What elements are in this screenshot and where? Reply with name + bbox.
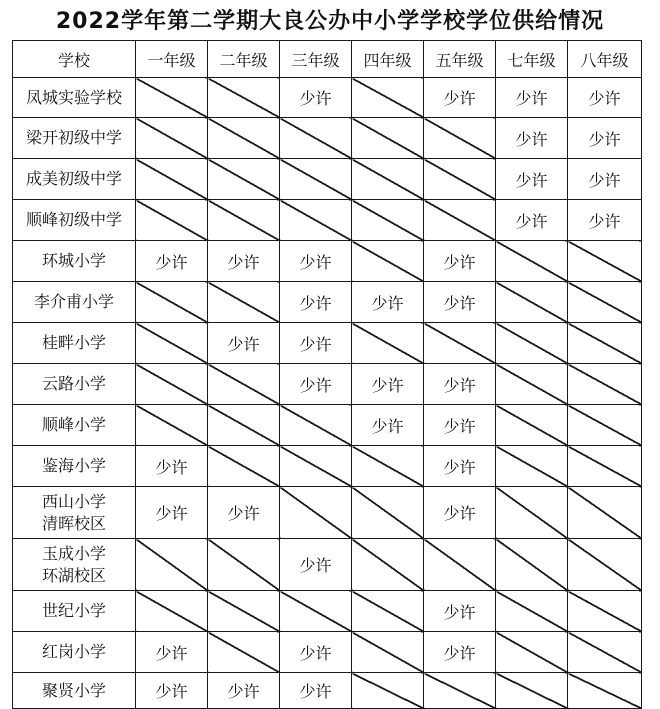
no-supply-cell — [280, 159, 352, 200]
school-name-line: 凤城实验学校 — [25, 87, 122, 107]
supply-cell: 少许 — [424, 364, 496, 405]
supply-cell: 少许 — [568, 78, 642, 118]
school-name-line: 桂畔小学 — [41, 333, 106, 352]
school-name-cell — [13, 673, 136, 709]
no-supply-cell — [496, 241, 568, 282]
header-grade-3: 三年级 — [280, 41, 352, 78]
no-supply-cell — [424, 159, 496, 200]
school-name-line: 云路小学 — [41, 374, 106, 393]
no-supply-cell — [496, 487, 568, 539]
supply-cell: 少许 — [208, 323, 280, 364]
no-supply-cell — [496, 539, 568, 591]
no-supply-cell — [280, 446, 352, 487]
school-name-line: 红岗小学 — [41, 642, 106, 661]
supply-cell: 少许 — [496, 159, 568, 200]
table-body — [13, 78, 642, 709]
supply-cell: 少许 — [424, 405, 496, 446]
no-supply-cell — [208, 282, 280, 323]
supply-cell: 少许 — [208, 241, 280, 282]
no-supply-cell — [208, 159, 280, 200]
supply-cell: 少许 — [424, 241, 496, 282]
supply-cell: 少许 — [280, 241, 352, 282]
school-name-line: 聚贤小学 — [41, 680, 106, 700]
supply-table — [12, 40, 642, 709]
no-supply-cell — [208, 632, 280, 673]
school-name-line: 梁开初级中学 — [25, 128, 122, 147]
school-name-line: 顺峰小学 — [41, 415, 106, 434]
no-supply-cell — [208, 446, 280, 487]
supply-cell: 少许 — [352, 282, 424, 323]
supply-cell: 少许 — [136, 632, 208, 673]
no-supply-cell — [352, 118, 424, 159]
no-supply-cell — [568, 405, 642, 446]
table-row — [13, 200, 642, 241]
no-supply-cell — [424, 118, 496, 159]
no-supply-cell — [424, 323, 496, 364]
school-name-cell — [13, 487, 136, 539]
no-supply-cell — [352, 159, 424, 200]
supply-cell: 少许 — [136, 446, 208, 487]
no-supply-cell — [352, 446, 424, 487]
table-row — [13, 364, 642, 405]
no-supply-cell — [136, 323, 208, 364]
header-grade-1: 一年级 — [136, 41, 208, 78]
document-title: 2022学年第二学期大良公办中小学学校学位供给情况 — [55, 9, 605, 34]
no-supply-cell — [352, 78, 424, 118]
school-name-cell — [13, 591, 136, 632]
supply-cell: 少许 — [280, 673, 352, 709]
no-supply-cell — [568, 632, 642, 673]
header-grade-7: 七年级 — [496, 41, 568, 78]
no-supply-cell — [280, 118, 352, 159]
supply-cell: 少许 — [280, 282, 352, 323]
no-supply-cell — [352, 323, 424, 364]
no-supply-cell — [352, 632, 424, 673]
table-row — [13, 282, 642, 323]
no-supply-cell — [280, 487, 352, 539]
no-supply-cell — [136, 118, 208, 159]
supply-cell: 少许 — [136, 487, 208, 539]
school-name-cell — [13, 159, 136, 200]
no-supply-cell — [136, 364, 208, 405]
supply-cell: 少许 — [496, 118, 568, 159]
supply-cell: 少许 — [352, 405, 424, 446]
school-name-line: 西山小学 — [41, 491, 106, 511]
header-grade-5: 五年级 — [424, 41, 496, 78]
table-row — [13, 118, 642, 159]
no-supply-cell — [496, 405, 568, 446]
no-supply-cell — [208, 78, 280, 118]
table-row — [13, 591, 642, 632]
no-supply-cell — [568, 591, 642, 632]
no-supply-cell — [136, 200, 208, 241]
supply-cell: 少许 — [208, 487, 280, 539]
no-supply-cell — [496, 591, 568, 632]
no-supply-cell — [352, 487, 424, 539]
school-name-line: 成美初级中学 — [25, 169, 122, 188]
no-supply-cell — [568, 446, 642, 487]
table-row — [13, 673, 642, 709]
no-supply-cell — [208, 591, 280, 632]
no-supply-cell — [496, 446, 568, 487]
school-name-cell — [13, 632, 136, 673]
header-grade-8: 八年级 — [568, 41, 642, 78]
table-row — [13, 632, 642, 673]
table-row — [13, 405, 642, 446]
no-supply-cell — [136, 159, 208, 200]
no-supply-cell — [208, 118, 280, 159]
no-supply-cell — [352, 200, 424, 241]
school-name-line: 顺峰初级中学 — [25, 210, 122, 229]
supply-cell: 少许 — [280, 78, 352, 118]
table-row — [13, 446, 642, 487]
supply-cell: 少许 — [280, 323, 352, 364]
header-grade-4: 四年级 — [352, 41, 424, 78]
school-name-line: 清晖校区 — [41, 513, 106, 533]
school-name-cell — [13, 282, 136, 323]
supply-cell: 少许 — [280, 364, 352, 405]
school-name-line: 李介甫小学 — [33, 292, 114, 311]
no-supply-cell — [208, 405, 280, 446]
supply-cell: 少许 — [280, 632, 352, 673]
no-supply-cell — [136, 405, 208, 446]
no-supply-cell — [352, 241, 424, 282]
no-supply-cell — [568, 323, 642, 364]
no-supply-cell — [496, 282, 568, 323]
supply-cell: 少许 — [568, 118, 642, 159]
supply-cell: 少许 — [136, 673, 208, 709]
no-supply-cell — [136, 78, 208, 118]
header-row — [13, 41, 642, 78]
supply-cell: 少许 — [496, 200, 568, 241]
school-name-cell — [13, 200, 136, 241]
school-name-cell — [13, 78, 136, 118]
supply-cell: 少许 — [424, 282, 496, 323]
no-supply-cell — [352, 539, 424, 591]
no-supply-cell — [352, 591, 424, 632]
table-row — [13, 539, 642, 591]
school-name-cell — [13, 405, 136, 446]
school-name-cell — [13, 539, 136, 591]
supply-cell: 少许 — [280, 539, 352, 591]
no-supply-cell — [568, 673, 642, 709]
supply-cell: 少许 — [424, 78, 496, 118]
no-supply-cell — [568, 539, 642, 591]
school-name-cell — [13, 364, 136, 405]
no-supply-cell — [496, 673, 568, 709]
no-supply-cell — [496, 364, 568, 405]
no-supply-cell — [568, 487, 642, 539]
supply-cell: 少许 — [136, 241, 208, 282]
supply-cell: 少许 — [568, 200, 642, 241]
header-grade-2: 二年级 — [208, 41, 280, 78]
no-supply-cell — [352, 673, 424, 709]
no-supply-cell — [496, 632, 568, 673]
header-school: 学校 — [13, 41, 136, 78]
no-supply-cell — [208, 539, 280, 591]
no-supply-cell — [280, 200, 352, 241]
school-name-line: 环湖校区 — [41, 565, 106, 585]
table-row — [13, 241, 642, 282]
table-row — [13, 78, 642, 118]
no-supply-cell — [280, 591, 352, 632]
no-supply-cell — [496, 323, 568, 364]
table-row — [13, 487, 642, 539]
school-name-cell — [13, 118, 136, 159]
no-supply-cell — [568, 282, 642, 323]
supply-cell: 少许 — [424, 487, 496, 539]
no-supply-cell — [424, 200, 496, 241]
supply-cell: 少许 — [424, 632, 496, 673]
no-supply-cell — [136, 591, 208, 632]
no-supply-cell — [568, 364, 642, 405]
no-supply-cell — [208, 200, 280, 241]
no-supply-cell — [136, 282, 208, 323]
supply-cell: 少许 — [352, 364, 424, 405]
table-row — [13, 323, 642, 364]
school-name-line: 鉴海小学 — [41, 456, 106, 475]
no-supply-cell — [424, 673, 496, 709]
supply-cell: 少许 — [208, 673, 280, 709]
school-name-line: 玉成小学 — [41, 543, 106, 563]
school-name-cell — [13, 446, 136, 487]
school-name-cell — [13, 241, 136, 282]
no-supply-cell — [208, 364, 280, 405]
no-supply-cell — [280, 405, 352, 446]
school-name-cell — [13, 323, 136, 364]
no-supply-cell — [136, 539, 208, 591]
school-name-line: 环城小学 — [41, 251, 106, 270]
no-supply-cell — [568, 241, 642, 282]
supply-cell: 少许 — [424, 591, 496, 632]
supply-cell: 少许 — [496, 78, 568, 118]
supply-cell: 少许 — [568, 159, 642, 200]
supply-cell: 少许 — [424, 446, 496, 487]
school-name-line: 世纪小学 — [41, 601, 106, 620]
table-row — [13, 159, 642, 200]
no-supply-cell — [424, 539, 496, 591]
